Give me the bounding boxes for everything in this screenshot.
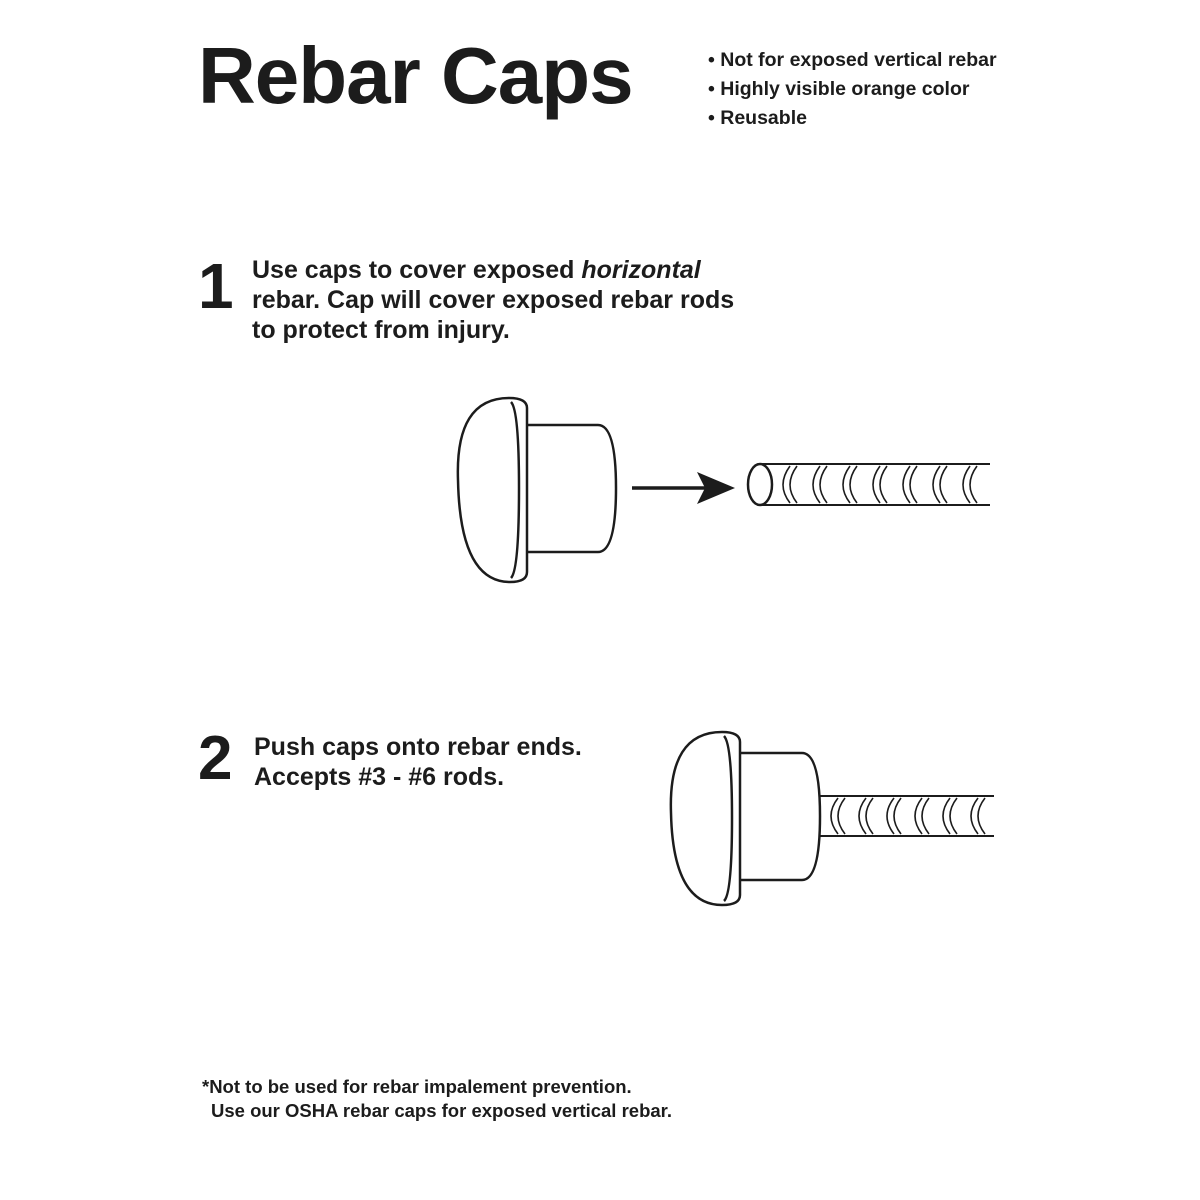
- step-2-number: 2: [198, 724, 233, 793]
- feature-item: • Not for exposed vertical rebar: [708, 46, 997, 75]
- footnote-line-1: *Not to be used for rebar impalement prevention.: [202, 1076, 632, 1097]
- footnote: [202, 1075, 672, 1123]
- step-1-text-end: rebar. Cap will cover exposed rebar rods to protect from injury.: [252, 286, 735, 344]
- footnote-line-2: Use our OSHA rebar caps for exposed vertical rebar.: [211, 1100, 672, 1121]
- step-1-number: 1: [198, 250, 234, 322]
- step-1-text-emphasis: horizontal: [581, 256, 701, 284]
- step-2-line-2: Accepts #3 - #6 rods.: [254, 763, 505, 791]
- rebar-rod: [818, 796, 994, 836]
- page-title: Rebar Caps: [198, 31, 633, 120]
- step-2-line-1: Push caps onto rebar ends.: [254, 733, 582, 761]
- feature-item: • Reusable: [708, 104, 997, 133]
- cap-stem: [736, 753, 820, 880]
- feature-item: • Highly visible orange color: [708, 75, 997, 104]
- step-1-text-start: Use caps to cover exposed: [252, 256, 582, 284]
